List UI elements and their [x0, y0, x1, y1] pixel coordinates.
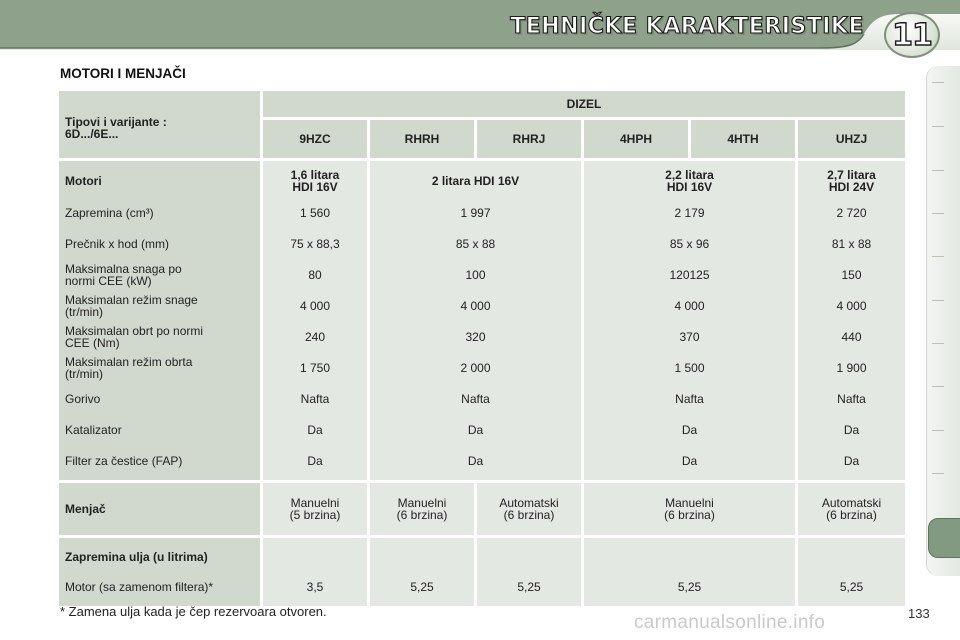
section-title: MOTORI I MENJAČI [60, 66, 186, 81]
spec-value: 81 x 88 [831, 236, 872, 251]
tab-divider [932, 430, 944, 431]
oil-value: 5,25 [410, 580, 434, 594]
engine-code-header: 4HTH [691, 120, 795, 158]
spec-column-rhrh-rhrj [370, 161, 581, 480]
spec-value: Da [681, 453, 698, 468]
spec-value: Nafta [837, 391, 866, 406]
oil-value: 5,25 [839, 580, 864, 594]
footnote: * Zamena ulja kada je čep rezervoara otvoren. [60, 604, 327, 619]
spec-value: Da [467, 422, 484, 437]
spec-value: 1 500 [674, 360, 705, 375]
gearbox-value: Manuelni (5 brzina) [263, 483, 367, 535]
oil-value: 5,25 [677, 580, 702, 594]
engine-code-header: UHZJ [798, 120, 905, 158]
spec-value: 125 [689, 267, 710, 282]
chapter-side-tabs [926, 66, 960, 576]
oil-capacity-label: Zapremina ulja (u litrima) [65, 550, 208, 564]
spec-value: Nafta [675, 391, 704, 406]
oil-cell [798, 538, 905, 606]
tab-divider [932, 473, 944, 474]
spec-column-uhzj [798, 161, 905, 480]
spec-value: 1 560 [299, 205, 331, 220]
engine-code-header: RHRJ [477, 120, 581, 158]
spec-value: 240 [304, 329, 326, 344]
spec-value: 320 [465, 329, 486, 344]
spec-value: 4 000 [460, 298, 491, 313]
spec-label: Prečnik x hod (mm) [65, 236, 170, 251]
chapter-number: 11 [892, 17, 932, 53]
spec-column-4hph-4hth [584, 161, 795, 480]
spec-value: 75 x 88,3 [290, 236, 340, 251]
spec-value: 370 [679, 329, 700, 344]
oil-cell [584, 538, 795, 606]
spec-label: Filter za čestice (FAP) [65, 453, 183, 468]
spec-value: Da [681, 422, 698, 437]
gearbox-label: Menjač [59, 483, 260, 535]
spec-value: 1 750 [299, 360, 331, 375]
tab-divider [932, 213, 944, 214]
gearbox-value: Manuelni (6 brzina) [584, 483, 795, 535]
spec-value: Nafta [461, 391, 490, 406]
engine-code-header: 4HPH [584, 120, 688, 158]
engine-name: 2 litara HDI 16V [431, 174, 520, 188]
spec-value: 85 x 88 [455, 236, 496, 251]
spec-label: Maksimalan režim obrta (tr/min) [65, 354, 193, 381]
spec-value: 1 997 [460, 205, 491, 220]
oil-cell [263, 538, 367, 606]
spec-value: 4 000 [836, 298, 867, 313]
spec-value: 2 179 [674, 205, 705, 220]
oil-value: 3,5 [306, 580, 324, 594]
chapter-tab-active[interactable] [928, 518, 960, 558]
spec-value: Da [843, 422, 860, 437]
tab-divider [932, 386, 944, 387]
spec-value: Da [843, 453, 860, 468]
engine-name: 2,7 litara HDI 24V [827, 168, 876, 194]
spec-value: 4 000 [299, 298, 331, 313]
tab-divider [932, 300, 944, 301]
page-number: 133 [908, 606, 930, 621]
oil-cell [370, 538, 474, 606]
table-corner-label: Tipovi i varijante : 6D.../6E... [59, 91, 260, 158]
engines-label: Motori [65, 174, 102, 188]
spec-label: Katalizator [65, 422, 122, 437]
spec-value: Da [307, 422, 323, 437]
watermark: carmanualsonline.info [634, 612, 826, 633]
oil-labels [59, 538, 260, 606]
spec-value: Nafta [300, 391, 330, 406]
spec-label: Maksimalan režim snage (tr/min) [65, 292, 198, 319]
spec-labels [59, 161, 260, 480]
spec-label: Gorivo [65, 391, 101, 406]
tab-divider [932, 170, 944, 171]
spec-label: Maksimalan obrt po normi CEE (Nm) [65, 323, 204, 350]
spec-label-text: Zapremina (cm³) [65, 205, 154, 220]
page-header-title: TEHNIČKE KARAKTERISTIKE [510, 14, 864, 39]
engine-name: 2,2 litara HDI 16V [665, 168, 714, 194]
tab-divider [932, 126, 944, 127]
oil-cell [477, 538, 581, 606]
spec-value: 2 000 [460, 360, 491, 375]
gearbox-value: Manuelni (6 brzina) [370, 483, 474, 535]
spec-value: Da [307, 453, 323, 468]
spec-value: 2 720 [836, 205, 867, 220]
tab-divider [932, 343, 944, 344]
fuel-group-header: DIZEL [263, 91, 905, 117]
engine-name: 1,6 litara HDI 16V [290, 168, 340, 194]
tab-divider [932, 82, 944, 83]
gearbox-value: Automatski (6 brzina) [477, 483, 581, 535]
spec-value: 150 [841, 267, 862, 282]
spec-value: 80 [308, 267, 322, 282]
spec-value: 100 [465, 267, 486, 282]
spec-value: 85 x 96 [669, 236, 710, 251]
oil-sub-label: Motor (sa zamenom filtera)* [65, 580, 214, 594]
spec-label: Maksimalna snaga po normi CEE (kW) [65, 261, 182, 288]
spec-value-split [584, 259, 795, 290]
spec-value: 440 [841, 329, 862, 344]
engine-code-header: RHRH [370, 120, 474, 158]
spec-value: 1 900 [836, 360, 867, 375]
spec-column-9hzc [263, 161, 367, 480]
engine-code-header: 9HZC [263, 120, 367, 158]
engines-gearbox-table [56, 88, 908, 609]
spec-value: 120 [669, 267, 690, 282]
tab-divider [932, 256, 944, 257]
chapter-badge [884, 12, 940, 58]
spec-label [65, 197, 260, 228]
spec-value: 4 000 [674, 298, 705, 313]
spec-value: Da [467, 453, 484, 468]
oil-value: 5,25 [517, 580, 541, 594]
gearbox-value: Automatski (6 brzina) [798, 483, 905, 535]
